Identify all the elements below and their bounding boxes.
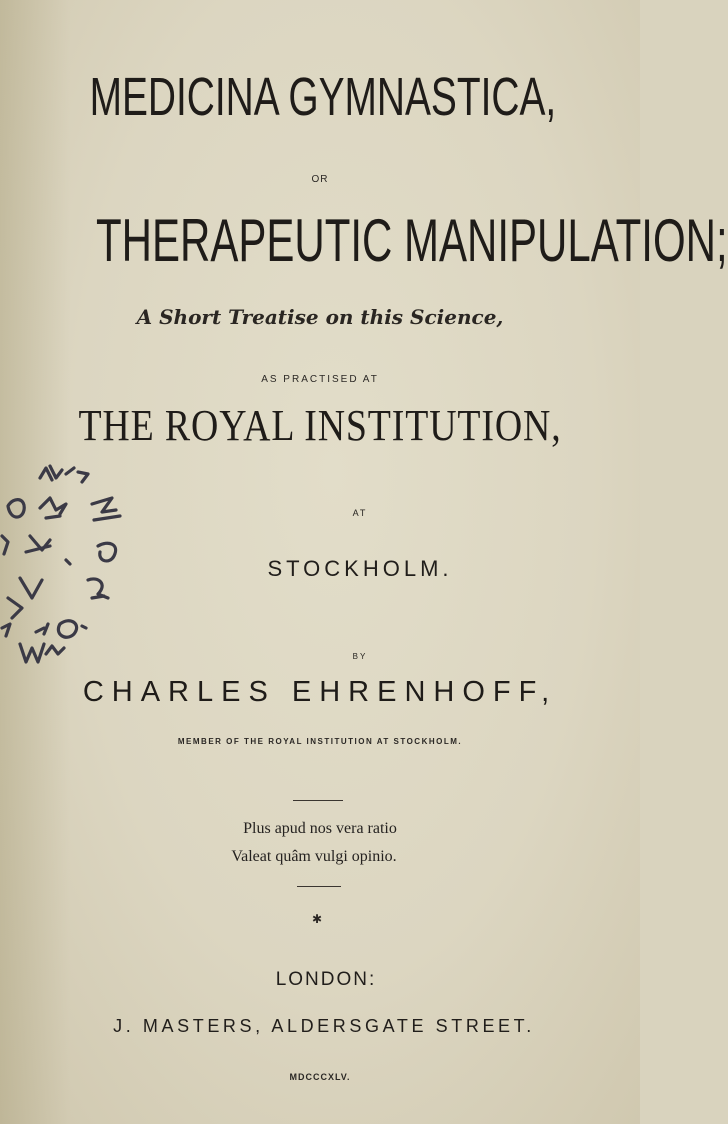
city-name: STOCKHOLM. <box>267 556 453 581</box>
publication-date: MDCCCXLV. <box>289 1072 351 1082</box>
title-line-1: MEDICINA GYMNASTICA, <box>89 67 557 127</box>
author-affiliation: MEMBER OF THE ROYAL INSTITUTION AT STOCKHOLM. <box>177 737 463 746</box>
motto-line-2: Valeat quâm vulgi opinio. <box>231 848 397 865</box>
divider-rule-bottom <box>297 886 341 887</box>
imprint-city: LONDON: <box>275 969 377 990</box>
author-name: CHARLES EHRENHOFF, <box>82 676 558 708</box>
at-label: AT <box>352 508 368 518</box>
publisher-line: J. MASTERS, ALDERSGATE STREET. <box>113 1016 535 1036</box>
ornament-star-icon: ✱ <box>312 912 323 926</box>
motto-line-1: Plus apud nos vera ratio <box>243 820 397 837</box>
practised-at-label: AS PRACTISED AT <box>261 374 379 385</box>
institution-name: THE ROYAL INSTITUTION, <box>78 401 562 450</box>
subtitle: A Short Treatise on this Science, <box>136 305 504 329</box>
title-line-2: THERAPEUTIC MANIPULATION; <box>96 207 728 274</box>
by-label: BY <box>352 652 368 661</box>
or-connector: OR <box>311 174 329 185</box>
divider-rule-top <box>293 800 343 801</box>
